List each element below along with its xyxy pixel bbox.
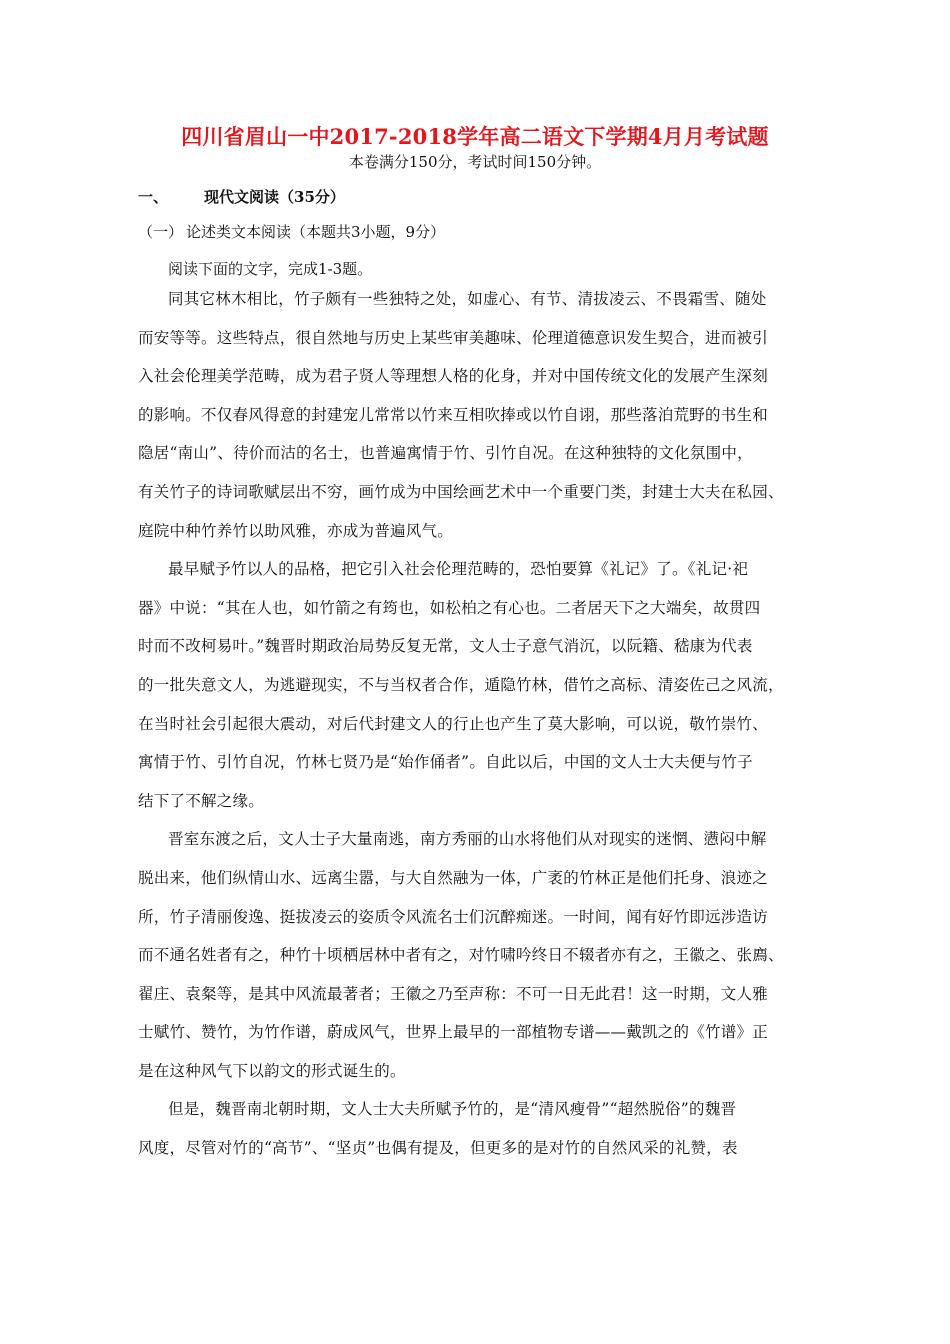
passage-line: 入社会伦理美学范畴，成为君子贤人等理想人格的化身，并对中国传统文化的发展产生深刻	[138, 367, 769, 386]
reading-instruction: 阅读下面的文字，完成1-3题。	[168, 260, 373, 278]
passage-line: 而不通名姓者有之，种竹十顷栖居林中者有之，对竹啸吟终日不辍者亦有之，王徽之、张廌、	[138, 946, 784, 965]
passage-line: 同其它林木相比，竹子颇有一些独特之处，如虚心、有节、清拔凌云、不畏霜雪、随处	[168, 290, 767, 308]
subsection-heading	[138, 221, 445, 242]
passage-line: 隐居“南山”、待价而沽的名士，也普遍寓情于竹、引竹自况。在这种独特的文化氛围中，	[138, 444, 753, 463]
passage-line: 寓情于竹、引竹自况，竹林七贤乃是“始作俑者”。自此以后，中国的文人士大夫便与竹子	[138, 753, 753, 772]
exam-title: 四川省眉山一中2017-2018学年高二语文下学期4月月考试题	[181, 124, 769, 149]
passage-line: 风度，尽管对竹的“高节”、“坚贞”也偶有提及，但更多的是对竹的自然风采的礼赞，表	[138, 1139, 738, 1158]
passage-line: 结下了不解之缘。	[138, 791, 265, 810]
section-number: 一、	[138, 188, 169, 206]
passage-line: 而安等等。这些特点，很自然地与历史上某些审美趣味、伦理道德意识发生契合，进而被引	[138, 328, 769, 347]
exam-subtitle: 本卷满分150分，考试时间150分钟。	[348, 153, 602, 171]
section-label: 现代文阅读（35分）	[204, 188, 345, 206]
subsection-number: （一）	[138, 223, 184, 241]
passage-line: 晋室东渡之后，文人士子大量南逃，南方秀丽的山水将他们从对现实的迷惘、懑闷中解	[168, 830, 767, 849]
subsection-label: 论述类文本阅读（本题共3小题，9分）	[186, 223, 446, 241]
passage-line: 是在这种风气下以韵文的形式诞生的。	[138, 1061, 406, 1080]
passage-line: 时而不改柯易叶。”魏晋时期政治局势反复无常，文人士子意气消沉，以阮籍、嵇康为代表	[138, 637, 753, 656]
passage-line: 翟庄、袁粲等，是其中风流最著者；王徽之乃至声称：不可一日无此君！这一时期，文人雅	[138, 984, 769, 1003]
passage-line: 所，竹子清丽俊逸、挺拔凌云的姿质令风流名士们沉醉痴迷。一时间，闻有好竹即远涉造访	[138, 907, 769, 926]
passage-line: 器》中说：“其在人也，如竹箭之有筠也，如松柏之有心也。二者居天下之大端矣，故贯四	[138, 598, 761, 617]
section-heading	[138, 186, 345, 207]
passage-line: 的影响。不仅春风得意的封建宠儿常常以竹来互相吹捧或以竹自诩，那些落泊荒野的书生和	[138, 405, 769, 424]
passage-line: 庭院中种竹养竹以助风雅，亦成为普遍风气。	[138, 521, 454, 540]
passage-line: 最早赋予竹以人的品格，把它引入社会伦理范畴的，恐怕要算《礼记》了。《礼记·祀	[168, 560, 749, 579]
passage-line: 脱出来，他们纵情山水、远离尘嚣，与大自然融为一体，广袤的竹林正是他们托身、浪迹之	[138, 868, 769, 887]
passage-body	[138, 280, 818, 1168]
passage-line: 士赋竹、赞竹，为竹作谱，蔚成风气，世界上最早的一部植物专谱——戴凯之的《竹谱》正	[138, 1023, 769, 1042]
passage-line: 的一批失意文人，为逃避现实，不与当权者合作，遁隐竹林，借竹之高标、清姿佐己之风流，	[138, 675, 784, 694]
passage-line: 在当时社会引起很大震动，对后代封建文人的行止也产生了莫大影响，可以说，敬竹崇竹、	[138, 714, 769, 733]
passage-line: 有关竹子的诗词歌赋层出不穷，画竹成为中国绘画艺术中一个重要门类，封建士大夫在私园、	[138, 482, 784, 501]
passage-line: 但是，魏晋南北朝时期，文人士大夫所赋予竹的，是“清风瘦骨”“超然脱俗”的魏晋	[168, 1100, 737, 1119]
